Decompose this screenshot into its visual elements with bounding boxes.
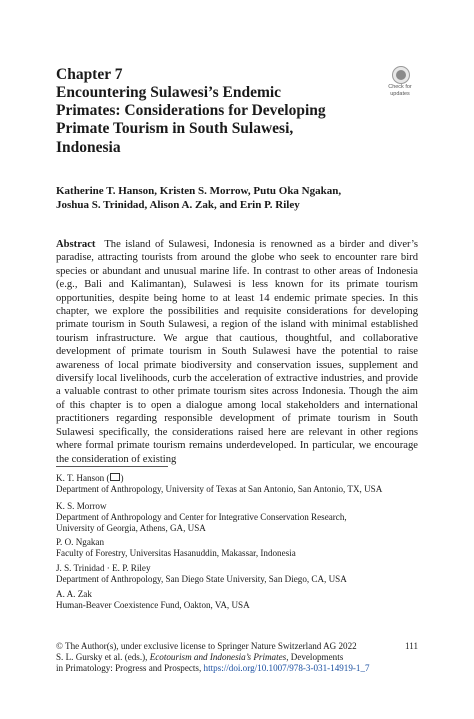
author-line-1: Katherine T. Hanson, Kristen S. Morrow, Putu Oka Ngakan, bbox=[56, 185, 342, 197]
affiliation-hanson: K. T. Hanson ( ) Department of Anthropology, University of Texas at San Antonio, San Antonio, TX, USA bbox=[56, 473, 418, 495]
affiliation-names: K. T. Hanson bbox=[56, 473, 105, 483]
affiliation-line: Human-Beaver Coexistence Fund, Oakton, VA, USA bbox=[56, 600, 250, 611]
page-number: 111 bbox=[405, 641, 418, 651]
affiliation-line: Faculty of Forestry, Universitas Hasanuddin, Makassar, Indonesia bbox=[56, 548, 296, 559]
check-for-updates-badge[interactable] bbox=[381, 66, 419, 104]
check-for-updates-icon bbox=[392, 66, 410, 84]
affiliation-names: J. S. Trinidad · E. P. Riley bbox=[56, 563, 151, 573]
affiliation-names: A. A. Zak bbox=[56, 589, 92, 599]
chapter-title-line-1: Encountering Sulawesi’s Endemic bbox=[56, 84, 282, 101]
affiliation-line: Department of Anthropology, San Diego State University, San Diego, CA, USA bbox=[56, 574, 347, 585]
affiliation-line: Department of Anthropology, University of Texas at San Antonio, San Antonio, TX, USA bbox=[56, 484, 383, 495]
chapter-title-line-2: Primates: Considerations for Developing bbox=[56, 102, 326, 120]
copyright-footer bbox=[56, 641, 418, 674]
affiliation-names: K. S. Morrow bbox=[56, 501, 107, 511]
affiliation-line: University of Georgia, Athens, GA, USA bbox=[56, 523, 206, 534]
affiliation-names: P. O. Ngakan bbox=[56, 537, 104, 547]
affiliation-trinidad-riley bbox=[56, 563, 418, 585]
chapter-title-line-3: Primate Tourism in South Sulawesi, bbox=[56, 120, 294, 138]
check-for-updates-label: Check for updates bbox=[388, 84, 412, 97]
chapter-heading bbox=[56, 66, 418, 157]
author-list bbox=[56, 184, 418, 212]
abstract-label: Abstract bbox=[56, 239, 96, 250]
affiliation-morrow bbox=[56, 501, 418, 535]
chapter-title-line-4: Indonesia bbox=[56, 138, 121, 156]
author-line-2: Joshua S. Trinidad, Alison A. Zak, and Erin P. Riley bbox=[56, 199, 300, 212]
envelope-icon[interactable] bbox=[110, 473, 120, 481]
affiliation-ngakan bbox=[56, 537, 418, 559]
abstract bbox=[56, 238, 418, 466]
citation-line: S. L. Gursky et al. (eds.), Ecotourism and Indonesia’s Primates, Developments bbox=[56, 652, 344, 663]
abstract-text: The island of Sulawesi, Indonesia is renowned as a birder and diver’s paradise, attracting tourists from around the globe who seek to encounter rare bird species or abundant and unusual marine life. In contrast to other areas of Indonesia (e.g., Bali and Kalimantan), Sulawesi is less known for its primate tourism opportunities, despite being home to at least 14 endemic primate species. In this chapter, we explore the possibilities and requisite considerations for developing primate tourism in South Sulawesi, a region of the island with minimal established tourism infrastructure. We argue that cautious, thoughtful, and collaborative development of primate tourism in South Sulawesi have the potential to raise awareness of local primate biodiversity and conservation issues, supplement and diversify local livelihoods, curb the acceleration of extractive industries, and provide a valuable contrast to other primate tourism sites across Indonesia. Though the aim of this chapter is to open a dialogue among local stakeholders and international practitioners regarding responsible development of primate tourism in South Sulawesi specifically, the considerations raised here are relevant in other regions where formal primate tourism remains underdeveloped. In particular, we encourage the consideration of existing bbox=[56, 239, 419, 465]
doi-link[interactable]: https://doi.org/10.1007/978-3-031-14919-1_7 bbox=[203, 663, 370, 674]
citation-line-2: in Primatology: Progress and Prospects, https://doi.org/10.1007/978-3-031-14919-1_7 bbox=[56, 663, 370, 674]
affiliation-zak bbox=[56, 589, 418, 611]
chapter-label: Chapter 7 bbox=[56, 66, 123, 83]
copyright-line: © The Author(s), under exclusive license to Springer Nature Switzerland AG 2022 bbox=[56, 641, 357, 651]
book-title: Ecotourism and Indonesia’s Primates bbox=[149, 652, 287, 663]
affiliation-line: Department of Anthropology and Center for Integrative Conservation Research, bbox=[56, 512, 347, 523]
footnote-divider bbox=[56, 466, 168, 467]
